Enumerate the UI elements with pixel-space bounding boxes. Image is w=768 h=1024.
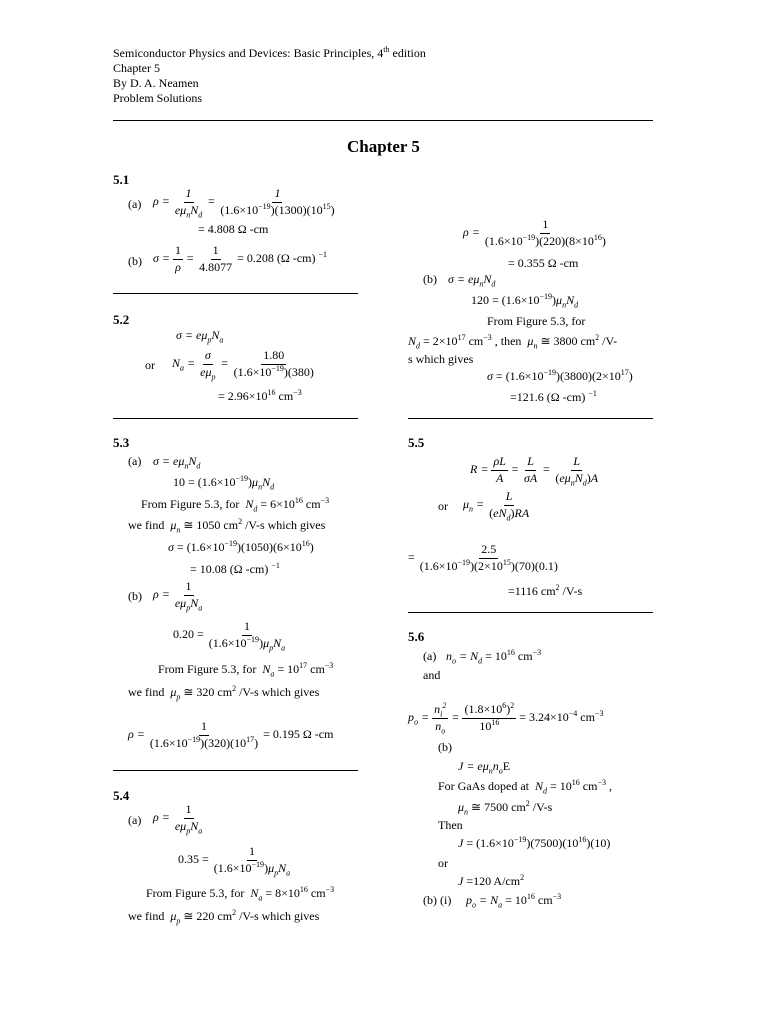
equation-5-5-line-2: $\mu_n$ = $\frac{L}{(eN_d)RA}$ <box>463 489 530 523</box>
part-b-label: (b) <box>128 589 142 603</box>
text-5-3-b-mobility: we find $\mu_p$ ≅ 320 $cm^2$ /V-s which gives <box>128 684 320 702</box>
text-5-3-mobility: we find $\mu_n$ ≅ 1050 $cm^2$ /V-s which gives <box>128 517 326 535</box>
equation-5-3-b-line-2: 0.20 = $\frac{1}{(1.6\times 10^{-19})\mu_pN_a}$ <box>173 619 286 653</box>
text-5-4-b-figure-ref: From Figure 5.3, for <box>487 314 586 328</box>
divider <box>408 612 653 613</box>
equation-5-4-b-line-2: $120 = (1.6\times 10^{-19})\mu_nN_d$ <box>471 292 579 310</box>
problem-5-3-number: 5.3 <box>113 435 130 450</box>
equation-5-4-a-line-3: ρ = $\frac{1}{(1.6\times 10^{-19})(220)(8\times 10^{16})}$ <box>463 217 606 248</box>
equation-5-5-line-1: R = $\frac{\rho L}{A}$ = $\frac{L}{\sigma A}$ = $\frac{L}{(e\mu_nN_d)A}$ <box>470 454 599 488</box>
header-line-4: Problem Solutions <box>113 91 203 105</box>
equation-5-5-line-3: = $\frac{2.5}{(1.6\times 10^{-19})(2\times 10^{15})(70)(0.1)}$ <box>408 542 558 573</box>
divider <box>113 770 358 771</box>
problem-5-2-number: 5.2 <box>113 312 130 327</box>
equation-5-4-b-result: =121.6 (Ω -cm) $^{-1}$ <box>510 389 597 404</box>
equation-5-6-b-result: J =120 $A/cm^2$ <box>458 873 525 888</box>
equation-5-1-a-result: = 4.808 Ω -cm <box>198 222 269 236</box>
part-a-label: (a) <box>128 454 142 468</box>
header-line-3: By D. A. Neamen <box>113 76 199 90</box>
problem-5-1-number: 5.1 <box>113 172 130 187</box>
text-5-4-b-mobility: $N_d = 2\times 10^{17}$ $cm^{-3}$ , then $\mu_n$ ≅ 3800 $cm^2$ /V- <box>408 333 618 351</box>
problem-5-4-number: 5.4 <box>113 788 130 803</box>
divider <box>113 293 358 294</box>
equation-5-6-b-line-1: $J = e\mu_nn_oE$ <box>458 759 511 776</box>
text-5-6-gaas: For GaAs doped at $N_d = 10^{16}$ $cm^{-3}$ , <box>438 778 612 796</box>
and-label: and <box>423 668 441 682</box>
equation-5-4-b-line-6: $\sigma = (1.6\times 10^{-19})(3800)(2\times 10^{17})$ <box>487 368 633 383</box>
equation-5-2-result: = $2.96\times 10^{16}$ $cm^{-3}$ <box>218 388 302 403</box>
equation-5-3-result-a: = 10.08 (Ω -cm) $^{-1}$ <box>190 561 280 576</box>
equation-5-1-a: ρ = $\frac{1}{e\mu_nN_d}$ = $\frac{1}{(1.6\times 10^{-19})(1300)(10^{15})}$ <box>153 186 335 220</box>
equation-5-2-line-2: $N_a$ = $\frac{\sigma}{e\mu_p}$ = $\frac{1.80}{(1.6\times 10^{-19})(380)}$ <box>172 348 314 382</box>
text-5-6-mobility: $\mu_n$ ≅ 7500 $cm^2$ /V-s <box>458 799 553 817</box>
text-5-4-mobility: we find $\mu_p$ ≅ 220 $cm^2$ /V-s which gives <box>128 908 320 926</box>
equation-5-3-line-2: $10 = (1.6\times 10^{-19})\mu_nN_d$ <box>173 474 275 492</box>
part-a-label: (a) <box>128 813 142 827</box>
equation-5-6-a-line-1: $n_o = N_d = 10^{16}$ $cm^{-3}$ <box>446 648 542 666</box>
equation-5-1-b: σ = $\frac{1}{\rho}$ = $\frac{1}{4.8077}$ = 0.208 (Ω -cm) $^{-1}$ <box>153 243 327 274</box>
page-title: Chapter 5 <box>347 137 420 156</box>
equation-5-3-b-line-1: ρ = $\frac{1}{e\mu_pN_a}$ <box>153 579 203 613</box>
part-a-label: (a) <box>128 197 142 211</box>
or-label: or <box>438 856 448 870</box>
equation-5-6-a-line-2: $p_o$ = $\frac{n_i^2}{n_o}$ = $\frac{(1.8\times 10^6)^2}{10^{16}}$ = $3.24\times 10^{-4}$ $cm^{-3}$ <box>408 701 604 736</box>
text-5-4-b-which-gives: s which gives <box>408 352 474 366</box>
part-b-label: (b) <box>423 272 437 286</box>
equation-5-4-a-line-1: ρ = $\frac{1}{e\mu_pN_a}$ <box>153 802 203 836</box>
divider <box>408 418 653 419</box>
equation-5-2-line-1: $\sigma = e\mu_pN_a$ <box>176 328 224 345</box>
text-5-3-figure-ref: From Figure 5.3, for $N_d = 6\times 10^{16}$ $cm^{-3}$ <box>141 496 330 514</box>
equation-5-3-line-5: $\sigma = (1.6\times 10^{-19})(1050)(6\times 10^{16})$ <box>168 539 314 554</box>
equation-5-3-line-1: $\sigma = e\mu_nN_d$ <box>153 454 201 471</box>
header-rule <box>113 120 653 121</box>
equation-5-6-b-line-4: $J = (1.6\times 10^{-19})(7500)(10^{16})(10)$ <box>458 835 611 850</box>
equation-5-4-b-line-1: $\sigma = e\mu_nN_d$ <box>448 272 496 289</box>
part-b-label: (b) <box>438 740 452 754</box>
equation-5-6-b-i: $p_o = N_a = 10^{16}$ $cm^{-3}$ <box>466 892 562 910</box>
equation-5-5-result: =1116 $cm^2$ /V-s <box>508 583 583 598</box>
equation-5-3-b-result: ρ = $\frac{1}{(1.6\times 10^{-19})(320)(10^{17})}$ = 0.195 Ω -cm <box>128 719 334 750</box>
then-label: Then <box>438 818 463 832</box>
text-5-3-b-figure-ref: From Figure 5.3, for $N_a = 10^{17}$ $cm^{-3}$ <box>158 661 334 679</box>
problem-5-6-number: 5.6 <box>408 629 425 644</box>
equation-5-4-a-line-2: 0.35 = $\frac{1}{(1.6\times 10^{-19})\mu_pN_a}$ <box>178 844 291 878</box>
divider <box>113 418 358 419</box>
header-line-2: Chapter 5 <box>113 61 160 75</box>
part-a-label: (a) <box>423 649 437 663</box>
or-label: or <box>438 499 448 513</box>
equation-5-4-a-result: = 0.355 Ω -cm <box>508 256 579 270</box>
part-b-label: (b) <box>128 254 142 268</box>
text-5-4-figure-ref: From Figure 5.3, for $N_a = 8\times 10^{16}$ $cm^{-3}$ <box>146 885 335 903</box>
or-label: or <box>145 358 155 372</box>
problem-5-5-number: 5.5 <box>408 435 425 450</box>
header-line-1: Semiconductor Physics and Devices: Basic Principles, 4th edition <box>113 45 426 60</box>
part-b-i-label: (b) (i) <box>423 893 452 907</box>
